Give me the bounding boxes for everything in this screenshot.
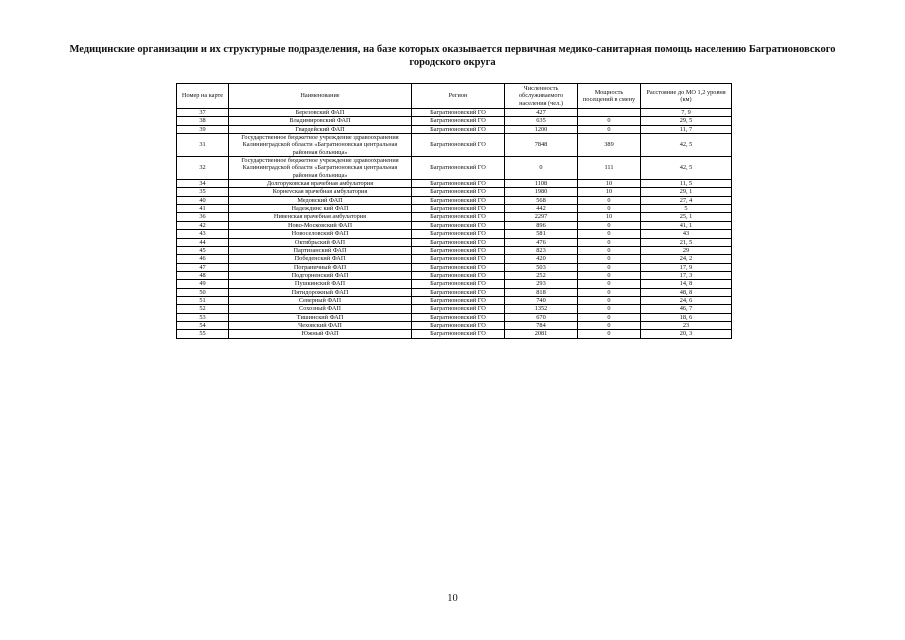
cell-region: Багратионовский ГО — [412, 196, 505, 204]
cell-capacity: 0 — [578, 238, 641, 246]
page-number: 10 — [447, 593, 458, 604]
cell-population: 784 — [505, 321, 578, 329]
cell-map-number: 45 — [177, 246, 229, 254]
cell-population: 2081 — [505, 330, 578, 338]
cell-population: 427 — [505, 109, 578, 117]
cell-region: Багратионовский ГО — [412, 330, 505, 338]
cell-name: Сохозный ФАП — [229, 305, 412, 313]
cell-capacity: 0 — [578, 117, 641, 125]
table-row — [177, 271, 732, 279]
table-row — [177, 246, 732, 254]
table-row — [177, 117, 732, 125]
cell-region: Багратионовский ГО — [412, 246, 505, 254]
cell-map-number: 36 — [177, 213, 229, 221]
table-row — [177, 180, 732, 188]
cell-capacity: 0 — [578, 330, 641, 338]
cell-capacity: 10 — [578, 180, 641, 188]
cell-distance: 29 — [641, 246, 732, 254]
cell-population: 635 — [505, 117, 578, 125]
cell-map-number: 50 — [177, 288, 229, 296]
cell-name: Новоселовский ФАП — [229, 230, 412, 238]
cell-name: Тишинский ФАП — [229, 313, 412, 321]
cell-population: 568 — [505, 196, 578, 204]
table-body — [177, 109, 732, 339]
cell-map-number: 49 — [177, 280, 229, 288]
cell-name: Государственное бюджетное учреждение здравоохранения Калининградской области «Багратионовская центральная районная больница» — [229, 134, 412, 157]
cell-distance: 48, 8 — [641, 288, 732, 296]
cell-capacity: 10 — [578, 188, 641, 196]
cell-capacity: 0 — [578, 313, 641, 321]
header-population: Численность обслуживаемого населения (чел.) — [505, 84, 578, 109]
cell-distance: 29, 5 — [641, 117, 732, 125]
cell-name: Победенский ФАП — [229, 255, 412, 263]
cell-name: Березовский ФАП — [229, 109, 412, 117]
table-row — [177, 213, 732, 221]
cell-capacity: 0 — [578, 271, 641, 279]
cell-map-number: 52 — [177, 305, 229, 313]
medical-organizations-table — [176, 83, 732, 339]
cell-distance: 42, 5 — [641, 134, 732, 157]
cell-distance: 7, 9 — [641, 109, 732, 117]
cell-map-number: 37 — [177, 109, 229, 117]
header-map-number: Номер на карте — [177, 84, 229, 109]
cell-population: 818 — [505, 288, 578, 296]
cell-region: Багратионовский ГО — [412, 280, 505, 288]
cell-capacity: 0 — [578, 263, 641, 271]
cell-name: Нивенская врачебная амбулатория — [229, 213, 412, 221]
cell-capacity: 0 — [578, 221, 641, 229]
cell-population: 420 — [505, 255, 578, 263]
cell-map-number: 34 — [177, 180, 229, 188]
cell-name: Пограничный ФАП — [229, 263, 412, 271]
cell-capacity: 0 — [578, 255, 641, 263]
header-region: Регион — [412, 84, 505, 109]
cell-capacity: 111 — [578, 157, 641, 180]
cell-population: 503 — [505, 263, 578, 271]
cell-map-number: 40 — [177, 196, 229, 204]
cell-map-number: 55 — [177, 330, 229, 338]
cell-map-number: 41 — [177, 205, 229, 213]
table-row — [177, 263, 732, 271]
cell-distance: 24, 6 — [641, 296, 732, 304]
cell-map-number: 47 — [177, 263, 229, 271]
table-row — [177, 125, 732, 133]
cell-region: Багратионовский ГО — [412, 188, 505, 196]
cell-region: Багратионовский ГО — [412, 263, 505, 271]
cell-distance: 25, 1 — [641, 213, 732, 221]
cell-region: Багратионовский ГО — [412, 134, 505, 157]
cell-name: Подгорненский ФАП — [229, 271, 412, 279]
cell-name: Южный ФАП — [229, 330, 412, 338]
cell-distance: 20, 3 — [641, 330, 732, 338]
cell-map-number: 39 — [177, 125, 229, 133]
table-row — [177, 321, 732, 329]
cell-map-number: 38 — [177, 117, 229, 125]
cell-population: 0 — [505, 157, 578, 180]
cell-population: 2297 — [505, 213, 578, 221]
cell-region: Багратионовский ГО — [412, 117, 505, 125]
cell-distance: 21, 5 — [641, 238, 732, 246]
cell-name: Партизанский ФАП — [229, 246, 412, 254]
cell-population: 293 — [505, 280, 578, 288]
document-title: Медицинские организации и их структурные подразделения, на базе которых оказывается первичная медико-санитарная помощь населению Багратионовского городского округа — [69, 44, 836, 68]
cell-population: 7848 — [505, 134, 578, 157]
table-row — [177, 221, 732, 229]
cell-distance: 42, 5 — [641, 157, 732, 180]
table-row — [177, 313, 732, 321]
cell-region: Багратионовский ГО — [412, 255, 505, 263]
table-row — [177, 196, 732, 204]
cell-region: Багратионовский ГО — [412, 313, 505, 321]
cell-population: 581 — [505, 230, 578, 238]
cell-population: 1980 — [505, 188, 578, 196]
cell-capacity: 0 — [578, 125, 641, 133]
cell-distance: 11, 5 — [641, 180, 732, 188]
cell-name: Владимировский ФАП — [229, 117, 412, 125]
cell-region: Багратионовский ГО — [412, 221, 505, 229]
table-header-row — [177, 84, 732, 109]
cell-map-number: 53 — [177, 313, 229, 321]
cell-distance: 5 — [641, 205, 732, 213]
cell-region: Багратионовский ГО — [412, 109, 505, 117]
cell-capacity: 0 — [578, 288, 641, 296]
cell-region: Багратионовский ГО — [412, 296, 505, 304]
cell-capacity — [578, 109, 641, 117]
cell-name: Медовский ФАП — [229, 196, 412, 204]
table-row — [177, 188, 732, 196]
cell-distance: 41, 1 — [641, 221, 732, 229]
cell-map-number: 44 — [177, 238, 229, 246]
cell-name: Государственное бюджетное учреждение здравоохранения Калининградской области «Багратионовская центральная районная больница» — [229, 157, 412, 180]
table-row — [177, 296, 732, 304]
cell-distance: 17, 9 — [641, 263, 732, 271]
cell-name: Чеховский ФАП — [229, 321, 412, 329]
cell-capacity: 389 — [578, 134, 641, 157]
cell-capacity: 0 — [578, 196, 641, 204]
cell-population: 1352 — [505, 305, 578, 313]
cell-region: Багратионовский ГО — [412, 321, 505, 329]
cell-name: Ново-Московский ФАП — [229, 221, 412, 229]
cell-population: 476 — [505, 238, 578, 246]
cell-capacity: 0 — [578, 205, 641, 213]
cell-distance: 23 — [641, 321, 732, 329]
cell-map-number: 35 — [177, 188, 229, 196]
cell-population: 1108 — [505, 180, 578, 188]
cell-name: Октябрьский ФАП — [229, 238, 412, 246]
cell-region: Багратионовский ГО — [412, 305, 505, 313]
cell-region: Багратионовский ГО — [412, 288, 505, 296]
table-row — [177, 238, 732, 246]
cell-distance: 11, 7 — [641, 125, 732, 133]
cell-region: Багратионовский ГО — [412, 238, 505, 246]
cell-region: Багратионовский ГО — [412, 125, 505, 133]
cell-population: 896 — [505, 221, 578, 229]
cell-distance: 29, 1 — [641, 188, 732, 196]
cell-capacity: 0 — [578, 230, 641, 238]
cell-distance: 46, 7 — [641, 305, 732, 313]
cell-region: Багратионовский ГО — [412, 157, 505, 180]
cell-distance: 14, 8 — [641, 280, 732, 288]
cell-map-number: 48 — [177, 271, 229, 279]
cell-region: Багратионовский ГО — [412, 271, 505, 279]
cell-distance: 43 — [641, 230, 732, 238]
cell-population: 740 — [505, 296, 578, 304]
cell-name: Долгоруковская врачебная амбулатория — [229, 180, 412, 188]
cell-map-number: 31 — [177, 134, 229, 157]
table-row — [177, 230, 732, 238]
cell-distance: 24, 2 — [641, 255, 732, 263]
cell-distance: 27, 4 — [641, 196, 732, 204]
cell-name: Корнevская врачебная амбулатория — [229, 188, 412, 196]
table-row — [177, 157, 732, 180]
table-row — [177, 255, 732, 263]
cell-map-number: 43 — [177, 230, 229, 238]
cell-map-number: 51 — [177, 296, 229, 304]
table-row — [177, 134, 732, 157]
cell-region: Багратионовский ГО — [412, 205, 505, 213]
cell-capacity: 10 — [578, 213, 641, 221]
cell-capacity: 0 — [578, 305, 641, 313]
table-row — [177, 280, 732, 288]
cell-name: Пушкинский ФАП — [229, 280, 412, 288]
cell-capacity: 0 — [578, 321, 641, 329]
cell-name: Надеждинс кий ФАП — [229, 205, 412, 213]
header-capacity: Мощность посещений в смену — [578, 84, 641, 109]
cell-region: Багратионовский ГО — [412, 213, 505, 221]
table-row — [177, 288, 732, 296]
header-distance: Расстояние до МО 1,2 уровня (км) — [641, 84, 732, 109]
cell-population: 442 — [505, 205, 578, 213]
cell-population: 252 — [505, 271, 578, 279]
table-row — [177, 109, 732, 117]
cell-map-number: 42 — [177, 221, 229, 229]
cell-name: Гвардейский ФАП — [229, 125, 412, 133]
cell-capacity: 0 — [578, 246, 641, 254]
cell-population: 670 — [505, 313, 578, 321]
cell-name: Пятидорожный ФАП — [229, 288, 412, 296]
table-row — [177, 205, 732, 213]
cell-map-number: 46 — [177, 255, 229, 263]
cell-population: 1200 — [505, 125, 578, 133]
cell-name: Северный ФАП — [229, 296, 412, 304]
cell-capacity: 0 — [578, 280, 641, 288]
table-row — [177, 330, 732, 338]
cell-region: Багратионовский ГО — [412, 230, 505, 238]
header-name: Наименование — [229, 84, 412, 109]
cell-distance: 18, 6 — [641, 313, 732, 321]
cell-map-number: 32 — [177, 157, 229, 180]
cell-population: 823 — [505, 246, 578, 254]
table-row — [177, 305, 732, 313]
cell-distance: 17, 3 — [641, 271, 732, 279]
cell-region: Багратионовский ГО — [412, 180, 505, 188]
cell-map-number: 54 — [177, 321, 229, 329]
cell-capacity: 0 — [578, 296, 641, 304]
